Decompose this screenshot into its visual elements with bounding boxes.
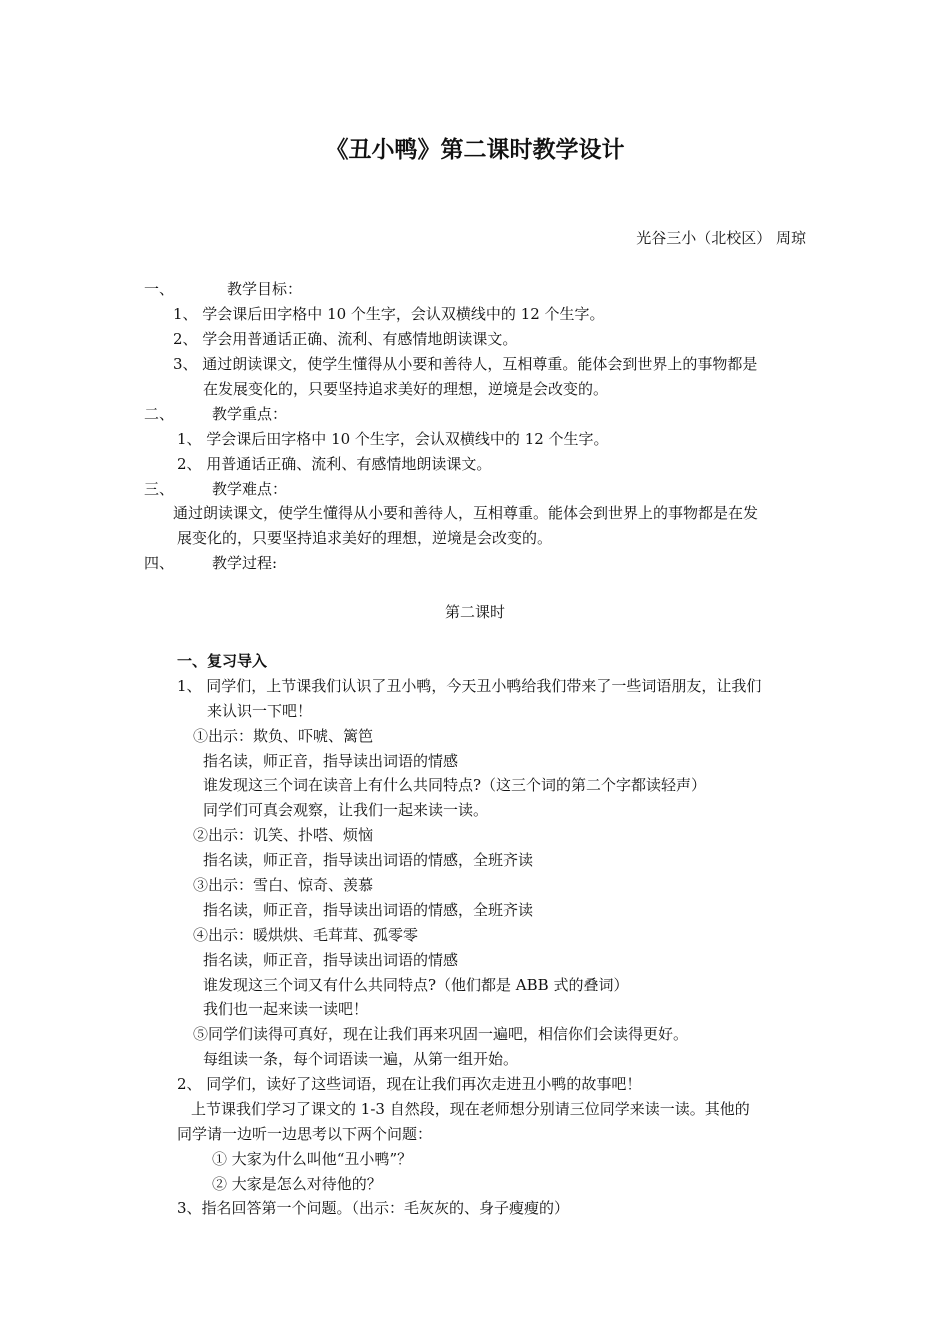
section-number: 一、 (144, 280, 175, 298)
section-heading: 教学难点： (212, 480, 288, 498)
part-heading: 一、复习导入 (177, 652, 268, 670)
body-line: 2、 同学们，读好了这些词语，现在让我们再次走进丑小鸭的故事吧！ (177, 1075, 642, 1093)
list-item-continuation: 在发展变化的，只要坚持追求美好的理想，逆境是会改变的。 (203, 380, 609, 398)
body-line: ②出示：讥笑、扑嗒、烦恼 (193, 826, 374, 844)
section-number: 三、 (144, 480, 175, 498)
body-line: 同学请一边听一边思考以下两个问题： (177, 1125, 433, 1143)
question-item: ① 大家为什么叫他“丑小鸭”？ (212, 1150, 413, 1168)
body-line: ③出示：雪白、惊奇、羡慕 (193, 876, 374, 894)
author-line: 光谷三小（北校区） 周琼 (636, 229, 806, 247)
lesson-heading: 第二课时 (444, 603, 505, 621)
section-number: 二、 (144, 405, 175, 423)
body-line: 来认识一下吧！ (207, 702, 313, 720)
document-title: 《丑小鸭》第二课时教学设计 (325, 137, 625, 163)
body-line: 3、指名回答第一个问题。（出示：毛灰灰的、身子瘦瘦的） (177, 1199, 570, 1217)
question-item: ② 大家是怎么对待他的？ (212, 1175, 382, 1193)
body-line: ①出示：欺负、吓唬、篱笆 (193, 727, 374, 745)
list-item: 3、 通过朗读课文，使学生懂得从小要和善待人，互相尊重。能体会到世界上的事物都是 (173, 355, 758, 373)
body-line: 指名读，师正音，指导读出词语的情感 (203, 752, 459, 770)
body-line: 指名读，师正音，指导读出词语的情感 (203, 951, 459, 969)
section-heading: 教学目标： (227, 280, 303, 298)
section-heading: 教学过程: (212, 554, 278, 572)
list-item: 2、 学会用普通话正确、流利、有感情地朗读课文。 (173, 330, 518, 348)
body-line: 1、 同学们，上节课我们认识了丑小鸭，今天丑小鸭给我们带来了一些词语朋友，让我们 (177, 677, 762, 695)
body-line: 指名读，师正音，指导读出词语的情感，全班齐读 (203, 901, 534, 919)
body-line: ④出示：暖烘烘、毛茸茸、孤零零 (193, 926, 419, 944)
section-heading: 教学重点： (212, 405, 288, 423)
body-line: ⑤同学们读得可真好，现在让我们再来巩固一遍吧，相信你们会读得更好。 (193, 1025, 689, 1043)
body-line: 指名读，师正音，指导读出词语的情感，全班齐读 (203, 851, 534, 869)
paragraph-line: 通过朗读课文，使学生懂得从小要和善待人，互相尊重。能体会到世界上的事物都是在发 (173, 504, 759, 522)
body-line: 每组读一条，每个词语读一遍，从第一组开始。 (203, 1050, 519, 1068)
paragraph-line: 展变化的，只要坚持追求美好的理想，逆境是会改变的。 (177, 529, 553, 547)
body-line: 同学们可真会观察，让我们一起来读一读。 (203, 801, 489, 819)
list-item: 1、 学会课后田字格中 10 个生字，会认双横线中的 12 个生字。 (177, 430, 609, 448)
list-item: 1、 学会课后田字格中 10 个生字，会认双横线中的 12 个生字。 (173, 305, 605, 323)
section-number: 四、 (144, 554, 175, 572)
body-line: 谁发现这三个词在读音上有什么共同特点?（这三个词的第二个字都读轻声） (203, 776, 707, 794)
body-line: 谁发现这三个词又有什么共同特点?（他们都是 ABB 式的叠词） (203, 976, 629, 994)
list-item: 2、 用普通话正确、流利、有感情地朗读课文。 (177, 455, 492, 473)
body-line: 我们也一起来读一读吧！ (203, 1000, 369, 1018)
body-line: 上节课我们学习了课文的 1-3 自然段，现在老师想分别请三位同学来读一读。其他的 (191, 1100, 750, 1118)
